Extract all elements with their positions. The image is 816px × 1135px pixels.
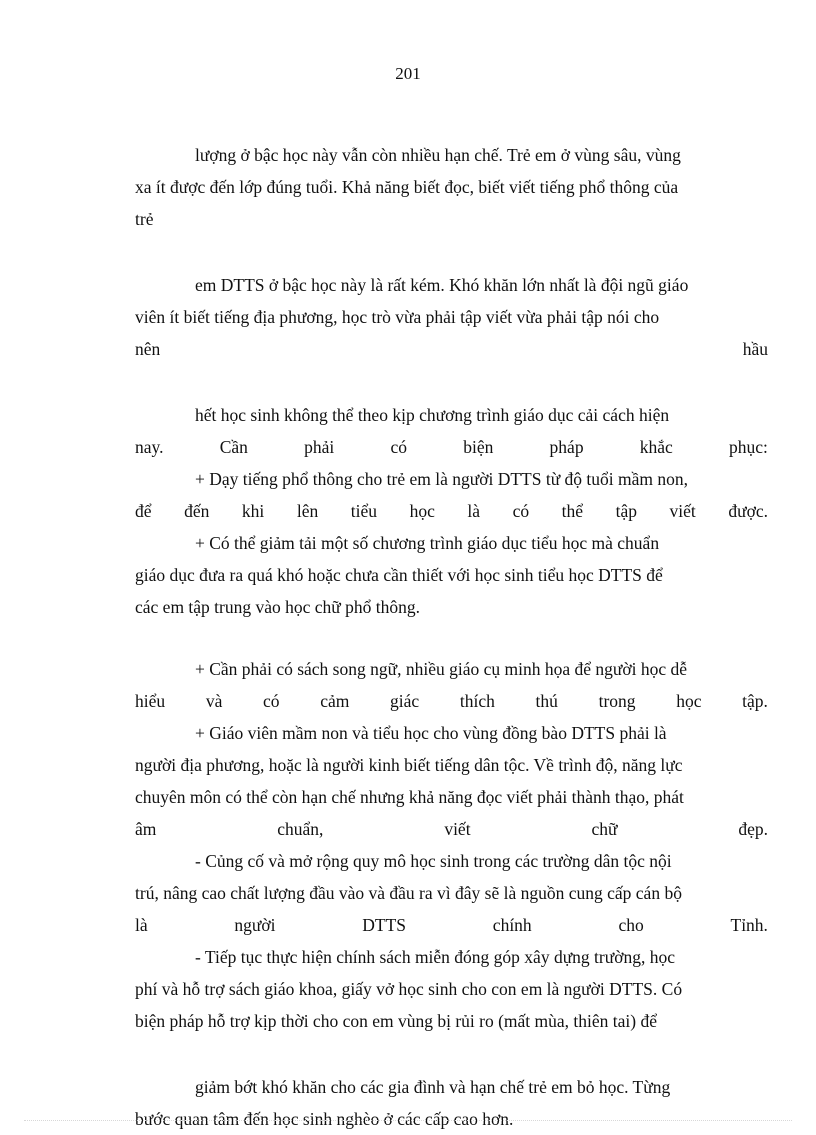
word: viết [669, 501, 696, 521]
word: cho [618, 915, 644, 935]
word: tiểu [350, 501, 378, 521]
text-line: lượng ở bậc học này vẫn còn nhiều hạn chế. Trẻ em ở vùng sâu, vùng [195, 145, 681, 165]
word: chuẩn, [277, 819, 324, 839]
word: và [205, 691, 223, 711]
text-line: + Dạy tiếng phổ thông cho trẻ em là người DTTS từ độ tuổi mầm non, [195, 469, 689, 489]
word: phải [304, 437, 335, 457]
word: hầu [742, 339, 768, 359]
word: viết [444, 819, 471, 839]
word: giác [390, 691, 420, 711]
word: chính [492, 915, 532, 935]
justified-line [135, 431, 768, 463]
text-line: trẻ [135, 209, 154, 229]
word: để [135, 501, 152, 521]
justified-line [135, 495, 768, 527]
word: là [467, 501, 481, 521]
word: người [234, 915, 276, 935]
text-line: viên ít biết tiếng địa phương, học trò vừa phải tập viết vừa phải tập nói cho [135, 307, 660, 327]
word: âm [135, 819, 157, 839]
word: phục: [729, 437, 768, 457]
word: biện [463, 437, 494, 457]
word: thích [459, 691, 495, 711]
text-line: biện pháp hỗ trợ kịp thời cho con em vùng bị rủi ro (mất mùa, thiên tai) để [135, 1011, 658, 1031]
text-line: + Có thể giảm tải một số chương trình giáo dục tiểu học mà chuẩn [195, 533, 660, 553]
text-line [135, 333, 768, 365]
word: Cần [219, 437, 248, 457]
word: nên [135, 339, 161, 359]
justified-line [135, 685, 768, 717]
word: hiểu [135, 691, 166, 711]
word: Tỉnh. [730, 915, 768, 935]
word: lên [296, 501, 319, 521]
word: học [676, 691, 702, 711]
word: đẹp. [738, 819, 768, 839]
word: thú [535, 691, 558, 711]
word: có [512, 501, 530, 521]
word: có [263, 691, 280, 711]
text-line: hết học sinh không thể theo kịp chương trình giáo dục cải cách hiện [195, 405, 670, 425]
text-line: người địa phương, hoặc là người kinh biết tiếng dân tộc. Về trình độ, năng lực [135, 755, 683, 775]
word: thể [561, 501, 584, 521]
word: đến [184, 501, 210, 521]
word: DTTS [362, 915, 407, 935]
document-body [135, 139, 768, 1135]
text-line: + Giáo viên mầm non và tiểu học cho vùng đồng bào DTTS phải là [195, 723, 667, 743]
word: có [390, 437, 407, 457]
word: cảm [320, 691, 350, 711]
word: là [135, 915, 148, 935]
page-number: 201 [395, 64, 421, 83]
word: trong [598, 691, 636, 711]
text-line: giáo dục đưa ra quá khó hoặc chưa cần thiết với học sinh tiểu học DTTS để [135, 565, 663, 585]
text-line: xa ít được đến lớp đúng tuổi. Khả năng biết đọc, biết viết tiếng phổ thông của [135, 177, 679, 197]
text-line: giảm bớt khó khăn cho các gia đình và hạn chế trẻ em bỏ học. Từng [195, 1077, 671, 1097]
justified-line [135, 813, 768, 845]
text-line: - Củng cố và mở rộng quy mô học sinh trong các trường dân tộc nội [195, 851, 672, 871]
text-line: + Cần phải có sách song ngữ, nhiều giáo cụ minh họa để người học dễ [195, 659, 688, 679]
word: pháp [549, 437, 584, 457]
text-line: - Tiếp tục thực hiện chính sách miễn đóng góp xây dựng trường, học [195, 947, 676, 967]
text-line: bước quan tâm đến học sinh nghèo ở các cấp cao hơn. [135, 1109, 514, 1129]
word: khi [241, 501, 265, 521]
text-line: các em tập trung vào học chữ phổ thông. [135, 597, 421, 617]
text-line: em DTTS ở bậc học này là rất kém. Khó khăn lớn nhất là đội ngũ giáo [195, 275, 689, 295]
justified-line [135, 909, 768, 941]
word: khắc [639, 437, 673, 457]
text-line: chuyên môn có thể còn hạn chế nhưng khả năng đọc viết phải thành thạo, phát [135, 787, 684, 807]
word: nay. [135, 437, 164, 457]
word: được. [728, 501, 768, 521]
text-line: trú, nâng cao chất lượng đầu vào và đầu ra vì đây sẽ là nguồn cung cấp cán bộ [135, 883, 682, 903]
word: chữ [591, 819, 618, 839]
word: tập. [742, 691, 768, 711]
word: tập [615, 501, 637, 521]
word: học [409, 501, 435, 521]
page-border-bottom [24, 1120, 792, 1121]
text-line: phí và hỗ trợ sách giáo khoa, giấy vở học sinh cho con em là người DTTS. Có [135, 979, 683, 999]
